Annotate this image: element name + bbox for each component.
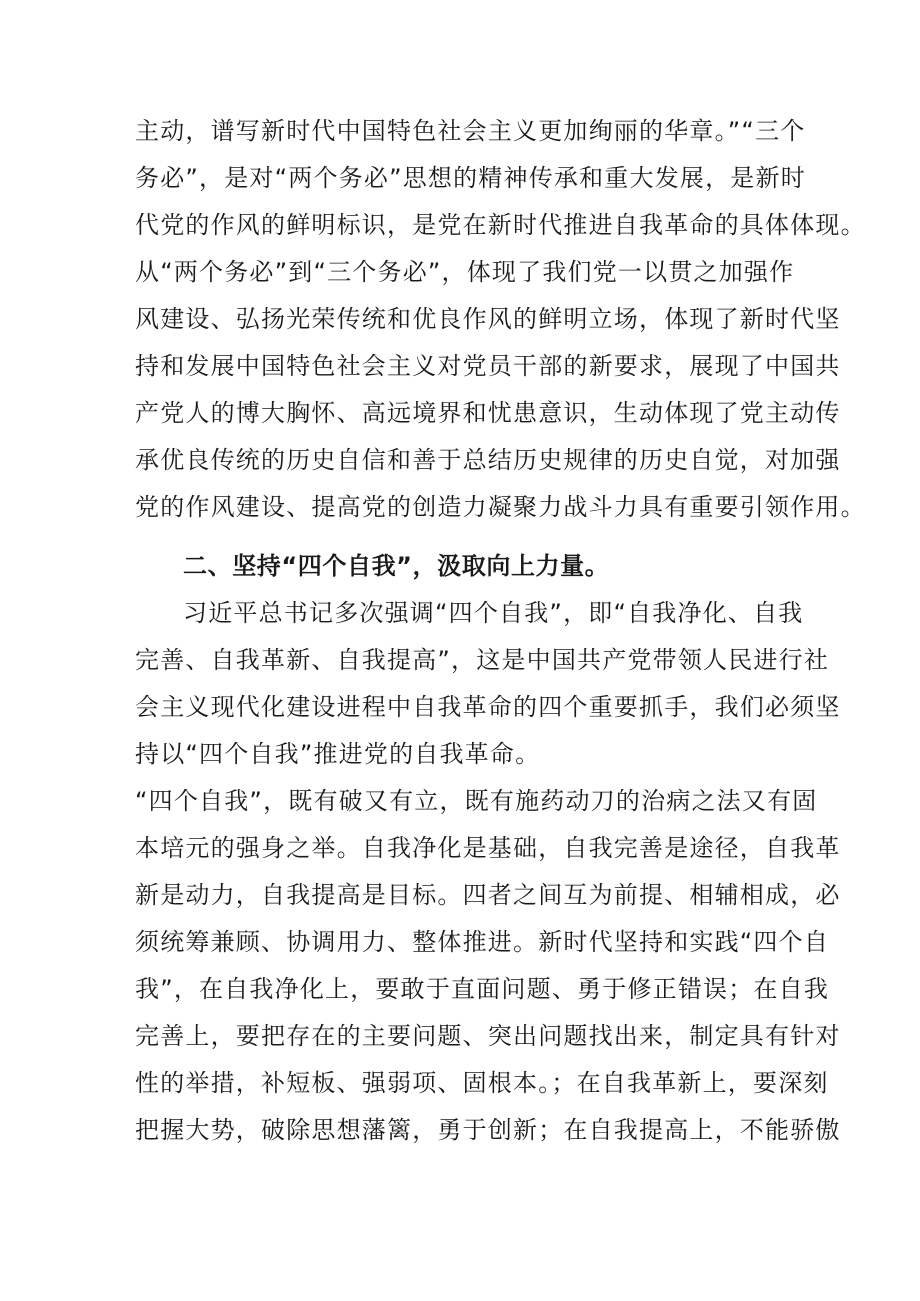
paragraph-line: 习近平总书记多次强调“四个自我”，即“自我净化、自我 <box>183 599 804 627</box>
paragraph-line: 把握大势，破除思想藩篱，勇于创新；在自我提高上，不能骄傲 <box>135 1116 841 1144</box>
paragraph-line: 会主义现代化建设进程中自我革命的四个重要抓手，我们必须坚 <box>135 693 841 721</box>
paragraph-line: 从“两个务必”到“三个务必”，体现了我们党一以贯之加强作 <box>135 258 795 286</box>
paragraph-line: 务必”，是对“两个务必”思想的精神传承和重大发展，是新时 <box>135 164 806 192</box>
paragraph-line: 完善上，要把存在的主要问题、突出问题找出来，制定具有针对 <box>135 1022 841 1050</box>
paragraph-line: 承优良传统的历史自信和善于总结历史规律的历史自觉，对加强 <box>135 446 841 474</box>
paragraph-line: 持和发展中国特色社会主义对党员干部的新要求，展现了中国共 <box>135 352 841 380</box>
paragraph-line: 党的作风建设、提高党的创造力凝聚力战斗力具有重要引领作用。 <box>135 493 866 521</box>
paragraph-line: 持以“四个自我”推进党的自我革命。 <box>135 740 541 768</box>
paragraph-line: 本培元的强身之举。自我净化是基础，自我完善是途径，自我革 <box>135 834 841 862</box>
paragraph-line: 完善、自我革新、自我提高”，这是中国共产党带领人民进行社 <box>135 646 830 674</box>
paragraph-line: 代党的作风的鲜明标识，是党在新时代推进自我革命的具体体现。 <box>135 211 866 239</box>
paragraph-line: 须统筹兼顾、协调用力、整体推进。新时代坚持和实践“四个自 <box>135 928 830 956</box>
paragraph-line: 新是动力，自我提高是目标。四者之间互为前提、相辅相成，必 <box>135 881 841 909</box>
paragraph-line: 我”，在自我净化上，要敢于直面问题、勇于修正错误；在自我 <box>135 975 830 1003</box>
paragraph-line: “四个自我”，既有破又有立，既有施药动刀的治病之法又有固 <box>135 787 818 815</box>
paragraph-line: 性的举措，补短板、强弱项、固根本。；在自我革新上，要深刻 <box>135 1069 829 1097</box>
section-heading: 二、坚持“四个自我”，汲取向上力量。 <box>183 552 610 580</box>
paragraph-line: 产党人的博大胸怀、高远境界和忧患意识，生动体现了党主动传 <box>135 399 841 427</box>
paragraph-line: 风建设、弘扬光荣传统和优良作风的鲜明立场，体现了新时代坚 <box>135 305 841 333</box>
paragraph-line: 主动，谱写新时代中国特色社会主义更加绚丽的华章。”“三个 <box>135 117 806 145</box>
